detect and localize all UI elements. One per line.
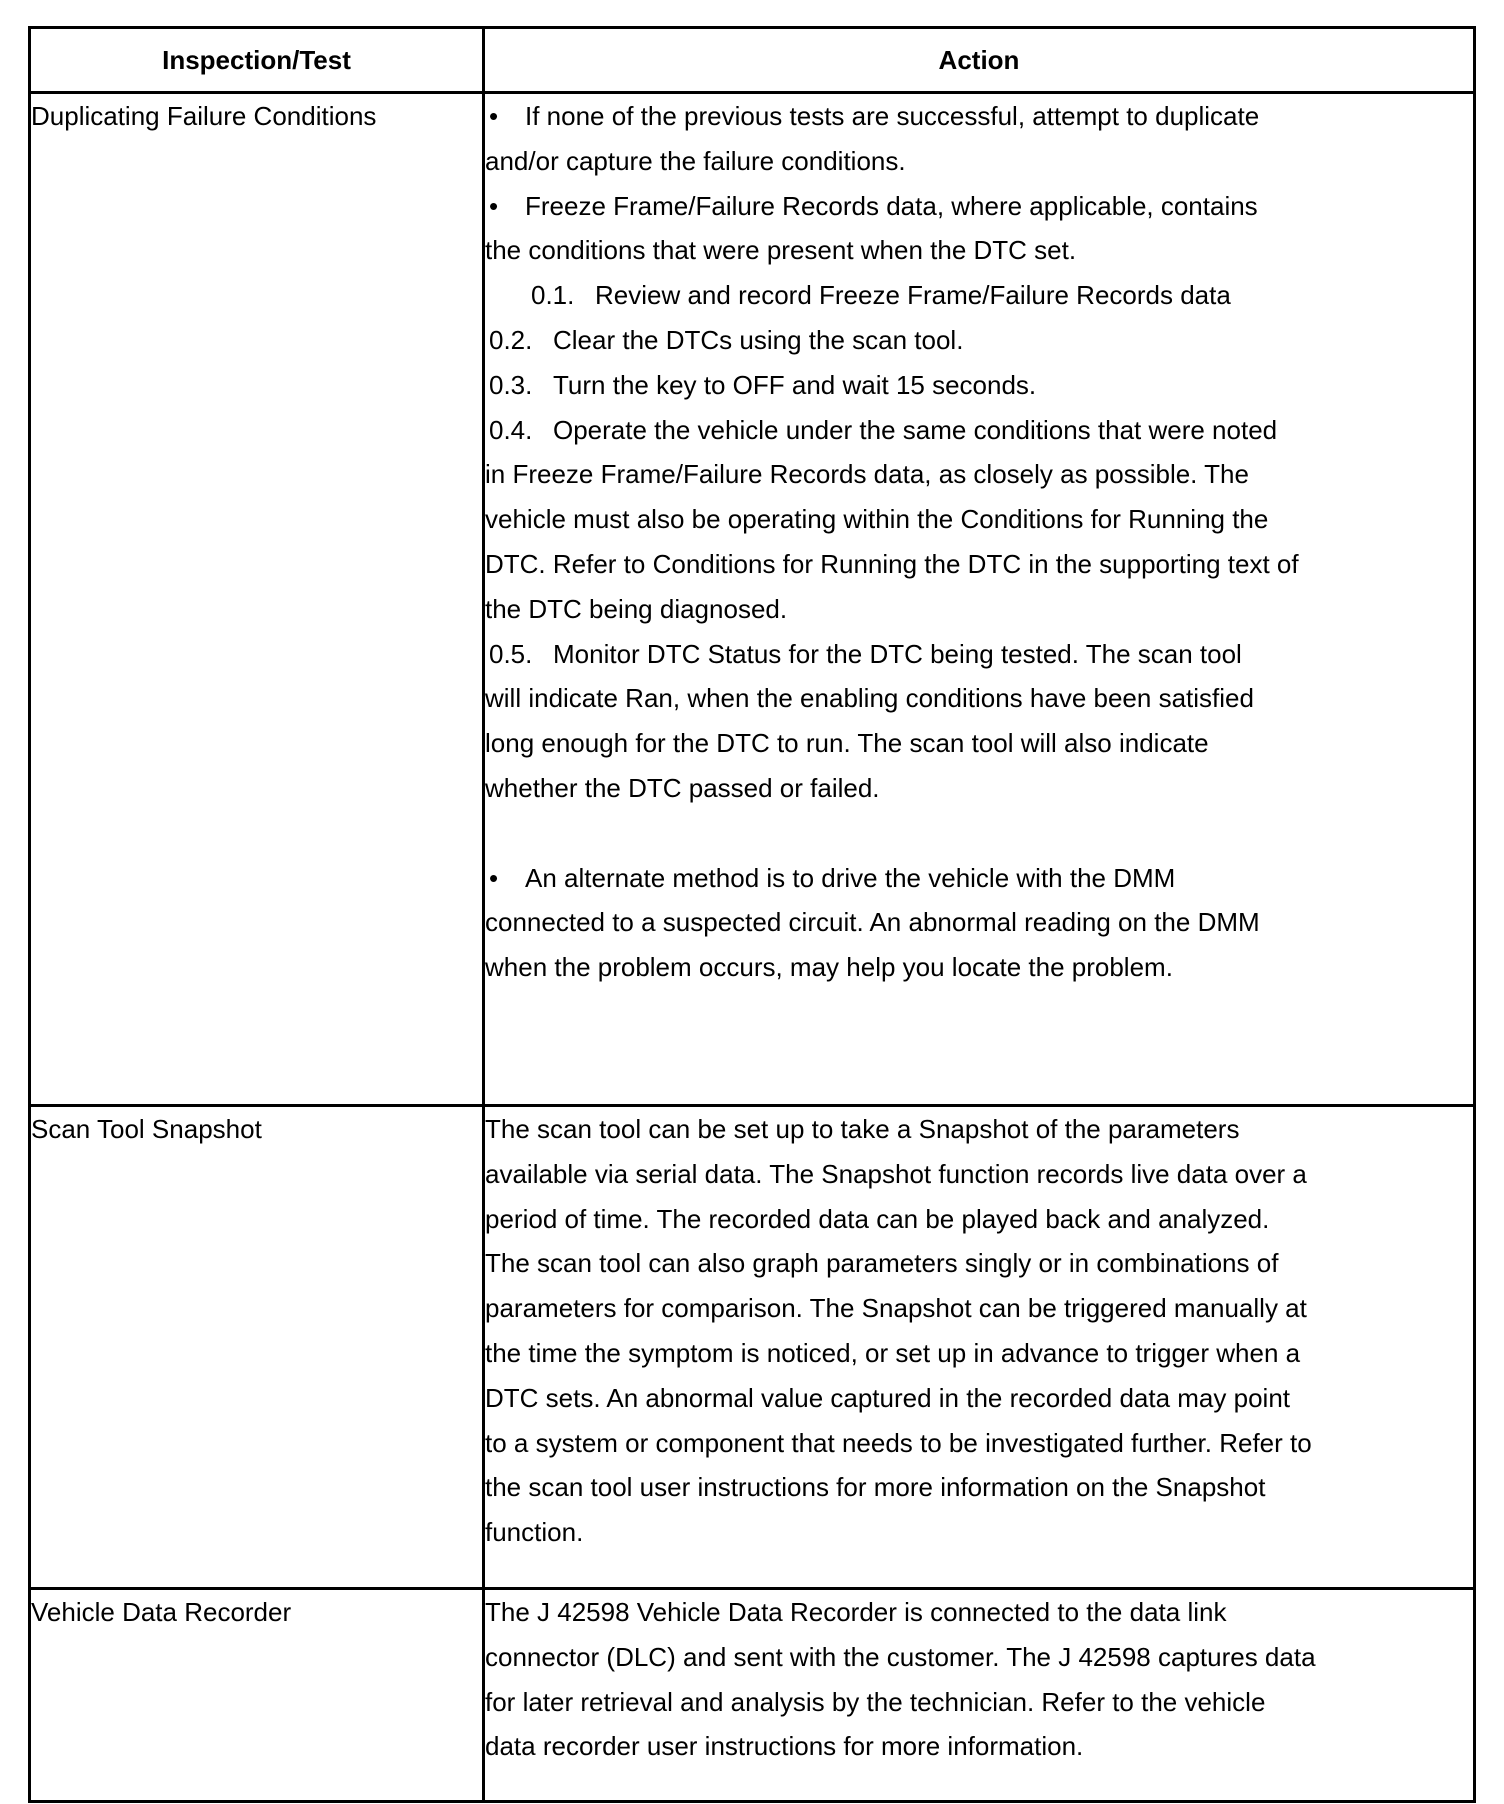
- table-row: [30, 1106, 1475, 1589]
- spacer: [485, 811, 1473, 856]
- test-name-cell: [30, 93, 484, 1106]
- action-text-line: The scan tool can be set up to take a Snapshot of the parameters: [485, 1114, 1240, 1144]
- action-text-line: vehicle must also be operating within the Conditions for Running the: [485, 504, 1269, 535]
- step-number: 0.2.: [489, 324, 533, 355]
- header-action: Action: [484, 28, 1475, 93]
- bullet-item: • An alternate method is to drive the vehicle with the DMM: [485, 856, 1473, 901]
- test-name-cell: [30, 1106, 484, 1589]
- step-number: 0.3.: [489, 369, 533, 400]
- action-text-line: The scan tool can also graph parameters singly or in combinations of: [485, 1248, 1279, 1279]
- step-item: 0.5. Monitor DTC Status for the DTC being tested. The scan tool: [485, 632, 1473, 677]
- action-text-line: the scan tool user instructions for more information on the Snapshot: [485, 1472, 1266, 1503]
- action-text-line: connected to a suspected circuit. An abnormal reading on the DMM: [485, 907, 1260, 938]
- action-cell: [484, 1106, 1475, 1589]
- action-text-line: parameters for comparison. The Snapshot can be triggered manually at: [485, 1293, 1307, 1324]
- action-cell: [484, 1589, 1475, 1802]
- action-text-line: for later retrieval and analysis by the technician. Refer to the vehicle: [485, 1686, 1266, 1717]
- step-item: 0.4. Operate the vehicle under the same conditions that were noted: [485, 408, 1473, 453]
- test-name: Duplicating Failure Conditions: [31, 101, 377, 131]
- bullet-icon: •: [489, 862, 499, 893]
- action-text-line: The J 42598 Vehicle Data Recorder is connected to the data link: [485, 1597, 1227, 1627]
- action-text-line: DTC. Refer to Conditions for Running the DTC in the supporting text of: [485, 548, 1299, 579]
- action-text-line: connector (DLC) and sent with the customer. The J 42598 captures data: [485, 1641, 1316, 1672]
- action-text-line: function.: [485, 1517, 584, 1548]
- step-item: 0.2. Clear the DTCs using the scan tool.: [485, 318, 1473, 363]
- action-text-line: the DTC being diagnosed.: [485, 593, 788, 624]
- action-text-line: will indicate Ran, when the enabling conditions have been satisfied: [485, 683, 1254, 714]
- step-item: 0.1. Review and record Freeze Frame/Failure Records data: [485, 273, 1473, 318]
- action-text-line: period of time. The recorded data can be played back and analyzed.: [485, 1203, 1270, 1234]
- action-text-line: long enough for the DTC to run. The scan tool will also indicate: [485, 728, 1209, 759]
- bullet-item: • Freeze Frame/Failure Records data, where applicable, contains: [485, 184, 1473, 229]
- action-text-line: when the problem occurs, may help you locate the problem.: [485, 952, 1173, 983]
- step-number: 0.1.: [531, 280, 575, 311]
- bullet-icon: •: [489, 190, 499, 221]
- table-row: [30, 93, 1475, 1106]
- step-number: 0.4.: [489, 414, 533, 445]
- test-name-cell: [30, 1589, 484, 1802]
- test-name: Scan Tool Snapshot: [31, 1114, 262, 1144]
- action-text-line: available via serial data. The Snapshot function records live data over a: [485, 1158, 1307, 1189]
- action-text-line: DTC sets. An abnormal value captured in the recorded data may point: [485, 1382, 1290, 1413]
- bullet-item: • If none of the previous tests are successful, attempt to duplicate: [485, 94, 1473, 139]
- header-inspection-test: Inspection/Test: [30, 28, 484, 93]
- table-row: [30, 1589, 1475, 1802]
- action-text-line: the time the symptom is noticed, or set up in advance to trigger when a: [485, 1337, 1301, 1368]
- step-item: 0.3. Turn the key to OFF and wait 15 seconds.: [485, 363, 1473, 408]
- test-name: Vehicle Data Recorder: [31, 1597, 292, 1627]
- action-text-line: in Freeze Frame/Failure Records data, as closely as possible. The: [485, 459, 1249, 490]
- action-text-line: whether the DTC passed or failed.: [485, 772, 880, 803]
- action-text-line: and/or capture the failure conditions.: [485, 145, 906, 176]
- action-text-line: data recorder user instructions for more information.: [485, 1731, 1084, 1762]
- inspection-test-table: [28, 26, 1476, 1803]
- bullet-icon: •: [489, 101, 499, 131]
- action-text-line: the conditions that were present when the DTC set.: [485, 235, 1077, 266]
- table-header-row: [30, 28, 1475, 93]
- step-number: 0.5.: [489, 638, 533, 669]
- action-cell: [484, 93, 1475, 1106]
- action-text-line: to a system or component that needs to be investigated further. Refer to: [485, 1427, 1312, 1458]
